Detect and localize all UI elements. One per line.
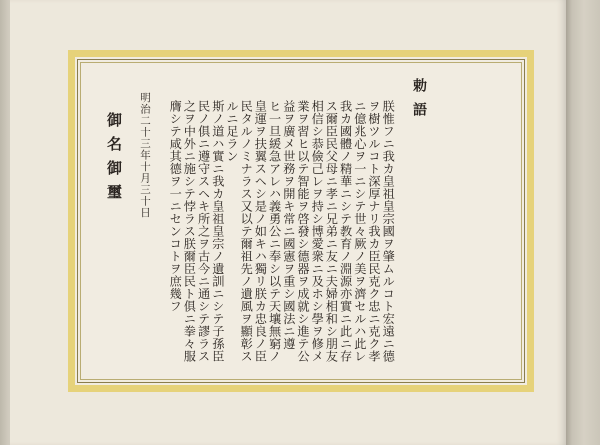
document-date: 明治二十三年十月三十日 bbox=[139, 92, 151, 219]
body-column: 膺シテ咸其德ヲ一ニセンコトヲ庶幾フ bbox=[168, 100, 183, 313]
body-column: 民ノ俱ニ遵守スヘキ所之ヲ古今ニ通シテ謬ラス bbox=[196, 100, 211, 363]
body-column: 斯ノ道ハ實ニ我カ皇祖皇宗ノ遺訓ニシテ子孫臣 bbox=[210, 100, 225, 363]
body-column: ルニ足ラン bbox=[225, 100, 239, 163]
body-column: 益ヲ廣メ世務ヲ開キ常ニ國憲ヲ重シ國法ニ遵 bbox=[281, 100, 296, 350]
body-column: ス爾臣民父母ニ孝ニ兄弟ニ友ニ夫婦相和シ朋友 bbox=[324, 100, 339, 363]
imperial-signature: 御名御璽 bbox=[105, 112, 123, 208]
body-column: 之ヲ中外ニ施シテ悖ラス朕爾臣民ト俱ニ拳々服 bbox=[182, 100, 197, 363]
body-column: ニ億兆心ヲ一ニシテ世々厥ノ美ヲ濟セルハ此レ bbox=[352, 100, 367, 363]
page-edge bbox=[566, 0, 600, 445]
body-column: ヲ樹ツルコト深厚ナリ我カ臣民克ク忠ニ克ク孝 bbox=[367, 100, 381, 363]
body-column: 民タルノミナラス又以テ爾祖先ノ遺風ヲ顯彰ス bbox=[239, 100, 254, 363]
body-column: 朕惟フニ我カ皇祖皇宗國ヲ肇ムルコト宏遠ニ德 bbox=[381, 100, 396, 363]
body-column: 相信シ恭儉己レヲ持シ博愛衆ニ及ホシ學ヲ修メ bbox=[310, 100, 325, 363]
body-column: 業ヲ習ヒ以テ智能ヲ啓發シ德器ヲ成就シ進テ公 bbox=[296, 100, 310, 363]
body-column: ヒ一旦緩急アレハ義勇公ニ奉シ以テ天壤無窮ノ bbox=[267, 100, 282, 363]
body-column: 我カ國體ノ精華ニシテ教育ノ淵源亦實ニ此ニ存 bbox=[338, 100, 353, 363]
body-column: 皇運ヲ扶翼スヘシ是ノ如キハ獨リ朕カ忠良ノ臣 bbox=[253, 100, 268, 363]
document-title: 勅語 bbox=[411, 78, 427, 126]
